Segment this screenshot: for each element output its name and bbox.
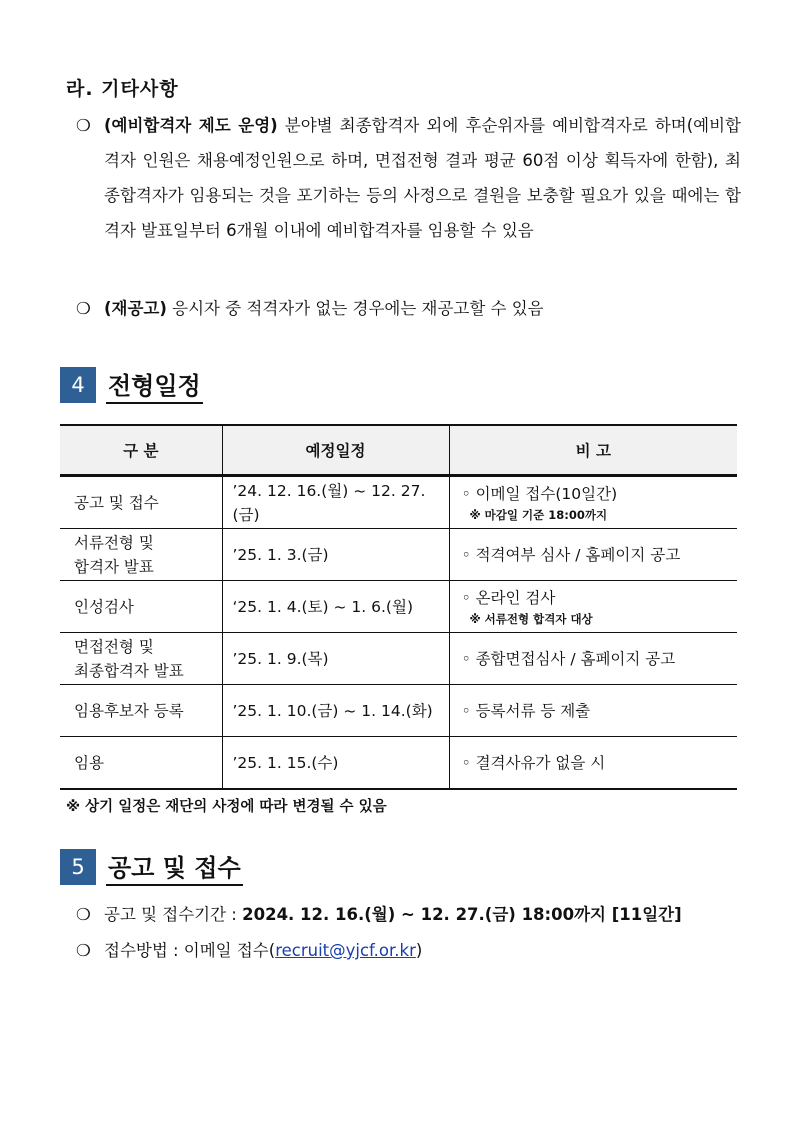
category-cell: 인성검사	[60, 581, 222, 633]
date-cell: ’24. 12. 16.(월) ~ 12. 27.(금)	[222, 476, 449, 529]
remark-cell	[449, 581, 737, 633]
remark-text: ◦ 온라인 검사	[461, 588, 556, 607]
date-cell: ’25. 1. 10.(금) ~ 1. 14.(화)	[222, 685, 449, 737]
reserve-candidate-paragraph	[76, 108, 741, 248]
column-header: 구 분	[60, 425, 222, 476]
schedule-table	[60, 424, 737, 790]
period-item	[76, 897, 776, 932]
method-label: 접수방법 : 이메일 접수(	[104, 941, 276, 960]
table-row	[60, 529, 737, 581]
period-label: 공고 및 접수기간 :	[104, 905, 243, 924]
remark-text: ◦ 종합면접심사 / 홈페이지 공고	[461, 649, 676, 668]
paragraph-text: 응시자 중 적격자가 없는 경우에는 재공고할 수 있음	[166, 299, 544, 318]
category-cell: 임용	[60, 737, 222, 790]
remark-cell	[449, 685, 737, 737]
table-row	[60, 633, 737, 685]
method-item	[76, 933, 776, 968]
remark-cell	[449, 529, 737, 581]
remark-cell	[449, 737, 737, 790]
remark-cell	[449, 476, 737, 529]
paragraph-text: 분야별 최종합격자 외에 후순위자를 예비합격자로 하며(예비합격자 인원은 채용예정인원으로 하며, 면접전형 결과 평균 60점 이상 획득자에 한함), 최종합격자가 임용되는 것을 포기하는 등의 사정으로 결원을 보충할 필요가 있을 때에는 합격자 발표일부터 6개월 이내에 예비합격자를 임용할 수 있음	[104, 116, 741, 240]
circle-bullet-icon: ❍	[76, 116, 91, 135]
section-title: 공고 및 접수	[106, 848, 243, 886]
remark-note: ※ 서류전형 합격자 대상	[469, 611, 593, 626]
date-cell: ’25. 1. 9.(목)	[222, 633, 449, 685]
paragraph-bold-title: (재공고)	[104, 299, 167, 318]
section-4-header	[60, 366, 203, 404]
remark-text: ◦ 적격여부 심사 / 홈페이지 공고	[461, 545, 681, 564]
paragraph-bold-title: (예비합격자 제도 운영)	[104, 116, 278, 135]
re-announcement-paragraph	[76, 291, 741, 326]
category-cell: 공고 및 접수	[60, 476, 222, 529]
section-number-badge: 5	[60, 849, 96, 885]
email-link[interactable]: recruit@yjcf.or.kr	[275, 941, 416, 960]
schedule-note: ※ 상기 일정은 재단의 사정에 따라 변경될 수 있음	[66, 799, 387, 815]
remark-text: ◦ 등록서류 등 제출	[461, 701, 591, 720]
section-ra-heading: 라. 기타사항	[66, 78, 179, 100]
date-cell: ’25. 1. 15.(수)	[222, 737, 449, 790]
category-cell: 면접전형 및 최종합격자 발표	[60, 633, 222, 685]
period-value: 2024. 12. 16.(월) ~ 12. 27.(금) 18:00까지 [11일간]	[242, 905, 682, 924]
column-header: 비 고	[449, 425, 737, 476]
remark-cell	[449, 633, 737, 685]
date-cell: ’25. 1. 3.(금)	[222, 529, 449, 581]
section-number-badge: 4	[60, 367, 96, 403]
remark-text: ◦ 결격사유가 없을 시	[461, 753, 606, 772]
circle-bullet-icon: ❍	[76, 905, 91, 924]
table-row	[60, 685, 737, 737]
table-row	[60, 581, 737, 633]
section-title: 전형일정	[106, 366, 203, 404]
table-header-row	[60, 425, 737, 476]
date-cell: ‘25. 1. 4.(토) ~ 1. 6.(월)	[222, 581, 449, 633]
column-header: 예정일정	[222, 425, 449, 476]
table-row	[60, 476, 737, 529]
category-cell: 임용후보자 등록	[60, 685, 222, 737]
remark-text: ◦ 이메일 접수(10일간)	[461, 484, 618, 503]
method-suffix: )	[415, 941, 423, 960]
circle-bullet-icon: ❍	[76, 299, 91, 318]
table-row	[60, 737, 737, 790]
section-5-header	[60, 848, 243, 886]
circle-bullet-icon: ❍	[76, 941, 91, 960]
category-cell: 서류전형 및 합격자 발표	[60, 529, 222, 581]
remark-note: ※ 마감일 기준 18:00까지	[469, 507, 608, 522]
